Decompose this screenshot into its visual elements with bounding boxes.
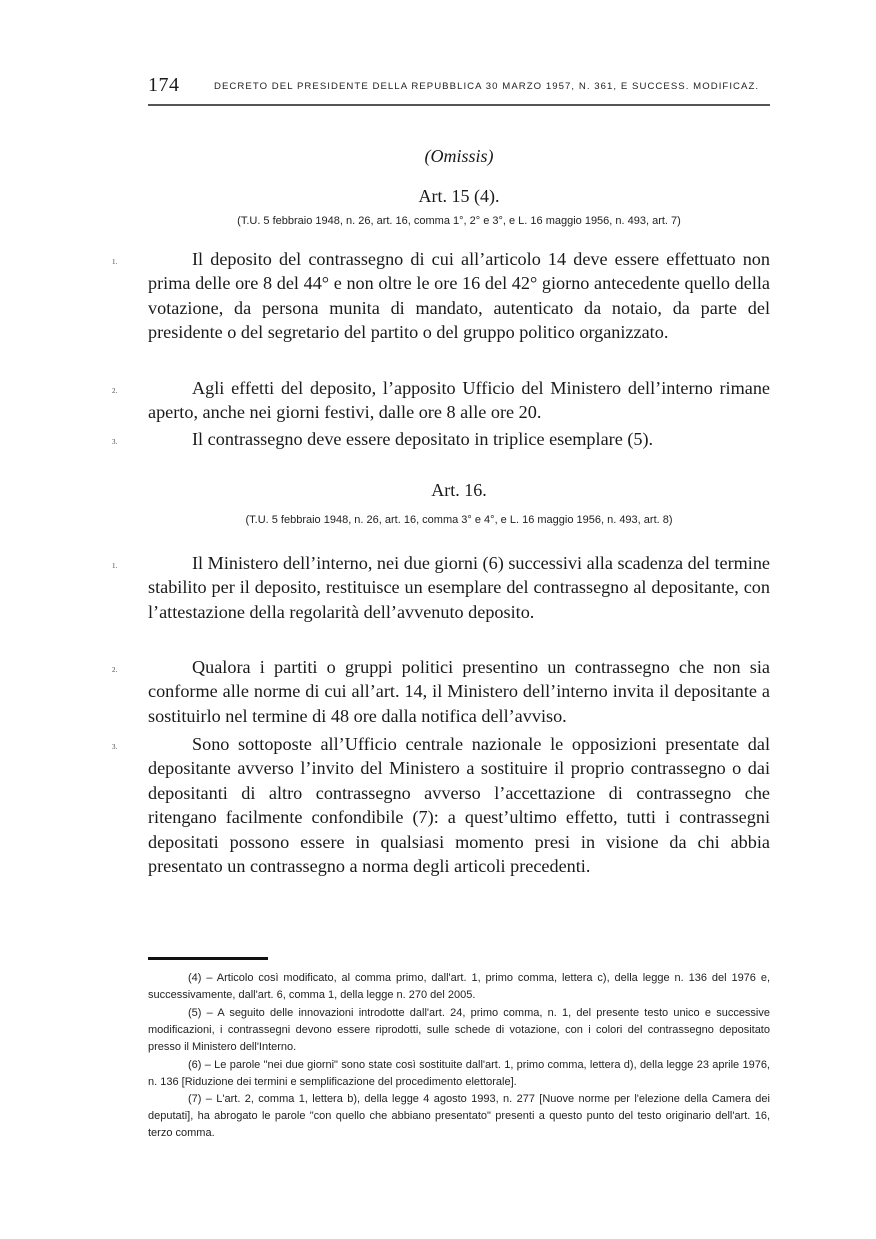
comma-number: 2.: [112, 666, 118, 674]
comma-number: 1.: [112, 258, 118, 266]
running-head: [148, 74, 770, 98]
article-15-paragraph-1: Il deposito del contrassegno di cui all’articolo 14 deve essere effettuato non prima delle ore 8 del 44° e non oltre le ore 16 del 42° giorno antecedente quello della votazione, da persona munita di mandato, autenticato da notaio, da parte del presidente o del segretario del partito o del gruppo politico organizzato.: [148, 249, 770, 343]
footnote-4: (4) – Articolo così modificato, al comma primo, dall'art. 1, primo comma, lettera c), della legge n. 136 del 1976 e, successivamente, dall'art. 6, comma 1, della legge n. 270 del 2005.: [148, 972, 770, 1001]
article-16-paragraph-1: Il Ministero dell’interno, nei due giorni (6) successivi alla scadenza del termine stabilito per il deposito, restituisce un esemplare del contrassegno al depositante, con l’attestazione della regolarità dell’avvenuto deposito.: [148, 553, 770, 622]
article-16-source: (T.U. 5 febbraio 1948, n. 26, art. 16, comma 3° e 4°, e L. 16 maggio 1956, n. 493, art. 8): [245, 514, 673, 526]
footnote-7: (7) – L'art. 2, comma 1, lettera b), della legge 4 agosto 1993, n. 277 [Nuove norme per l'elezione della Camera dei deputati], ha abrogato le parole "con quello che abbiano presentato" presenti a questo punto del testo originario dell'art. 16, terzo comma.: [148, 1093, 770, 1139]
comma-number: 3.: [112, 438, 118, 446]
article-16-title: Art. 16.: [431, 480, 487, 500]
article-16-paragraph-3: Sono sottoposte all’Ufficio centrale nazionale le opposizioni presentate dal depositante avverso l’invito del Ministero a sostituire il proprio contrassegno o dai depositanti di altro contrassegno avverso l’accettazione di contrassegno che ritengano facilmente confondibile (7): a quest’ultimo effetto, tutti i contrassegni depositati possono essere in qualsiasi momento presi in visione da chi abbia presentato un contrassegno a norma degli articoli precedenti.: [148, 734, 770, 877]
article-15-paragraph-3: Il contrassegno deve essere depositato in triplice esemplare (5).: [192, 429, 654, 449]
article-16-paragraph-2: Qualora i partiti o gruppi politici presentino un contrassegno che non sia conforme alle norme di cui all’art. 14, il Ministero dell’interno invita il depositante a sostituirlo nel termine di 48 ore dalla notifica dell’avviso.: [148, 657, 770, 726]
comma-number: 3.: [112, 743, 118, 751]
comma-number: 1.: [112, 562, 118, 570]
running-title: DECRETO DEL PRESIDENTE DELLA REPUBBLICA 30 MARZO 1957, N. 361, E SUCCESS. MODIFICAZ.: [214, 81, 760, 92]
comma-number: 2.: [112, 387, 118, 395]
article-15-title: Art. 15 (4).: [418, 186, 500, 206]
page-number: 174: [148, 74, 180, 96]
footnote-6: (6) – Le parole "nei due giorni" sono state così sostituite dall'art. 1, primo comma, lettera d), della legge 23 aprile 1976, n. 136 [Riduzione dei termini e semplificazione del procedimento elettorale].: [148, 1059, 770, 1088]
article-15-paragraph-2: Agli effetti del deposito, l’apposito Ufficio del Ministero dell’interno rimane aperto, anche nei giorni festivi, dalle ore 8 alle ore 20.: [148, 378, 770, 423]
article-15-source: (T.U. 5 febbraio 1948, n. 26, art. 16, comma 1°, 2° e 3°, e L. 16 maggio 1956, n. 493, art. 7): [237, 215, 681, 227]
omissis-marker: (Omissis): [424, 146, 494, 166]
header-rule: [148, 104, 770, 106]
footnote-5: (5) – A seguito delle innovazioni introdotte dall'art. 24, primo comma, n. 1, del presente testo unico e successive modificazioni, i contrassegni devono essere riprodotti, sulle schede di votazione, con i colori del contrassegno depositato presso il Ministero dell'Interno.: [148, 1007, 770, 1053]
footnote-rule: [148, 957, 268, 960]
